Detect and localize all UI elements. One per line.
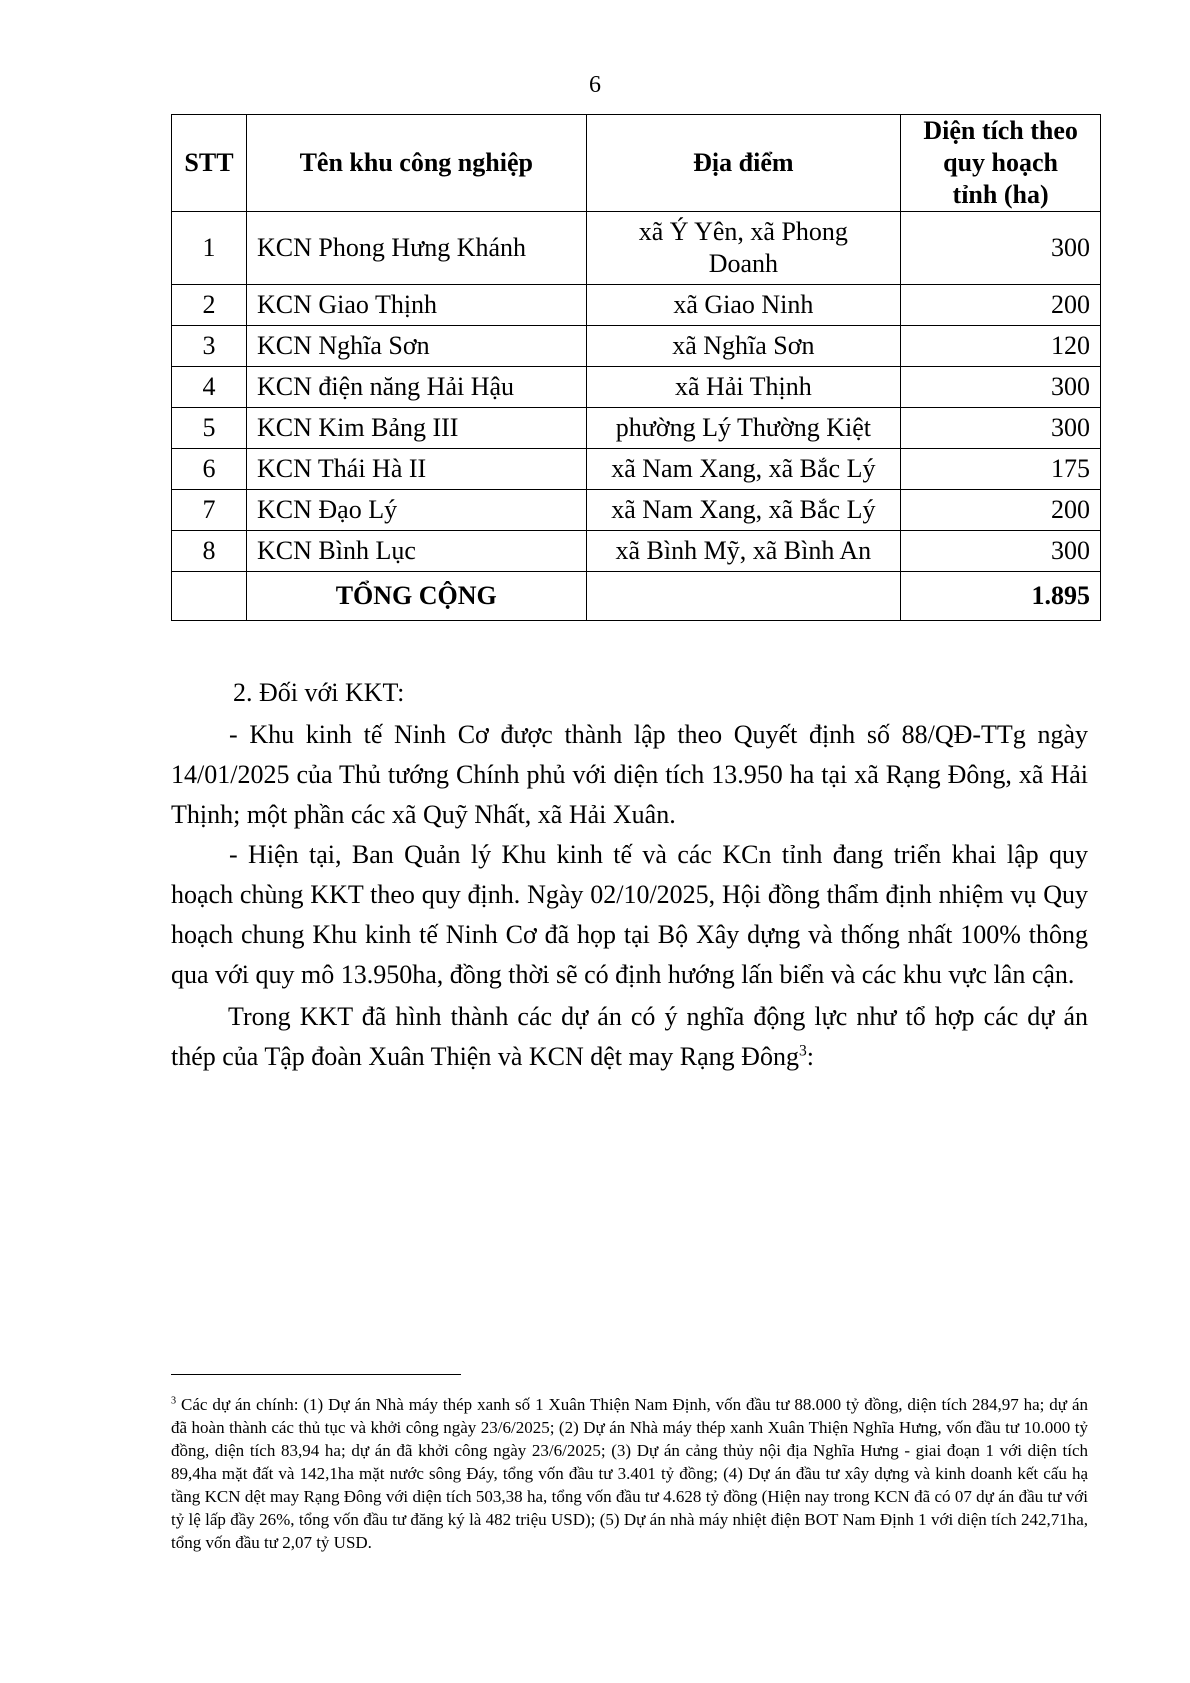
cell-stt: 5 bbox=[172, 408, 247, 449]
header-area-line1: Diện tích theo bbox=[923, 116, 1078, 145]
total-area: 1.895 bbox=[901, 572, 1101, 621]
cell-area: 175 bbox=[901, 449, 1101, 490]
footnote-text: Các dự án chính: (1) Dự án Nhà máy thép xanh số 1 Xuân Thiện Nam Định, vốn đầu tư 88.000 tỷ đồng, diện tích 284,97 ha; dự án đã hoàn thành các thủ tục và khởi công ngày 23/6/2025; (2) Dự án Nhà máy thép xanh Xuân Thiện Nghĩa Hưng, vốn đầu tư 10.000 tỷ đồng, diện tích 83,94 ha; dự án đã khởi công ngày 23/6/2025; (3) Dự án cảng thủy nội địa Nghĩa Hưng - giai đoạn 1 với diện tích 89,4ha mặt đất và 142,1ha mặt nước sông Đáy, tổng vốn đầu tư 3.401 tỷ đồng; (4) Dự án đầu tư xây dựng và kinh doanh kết cấu hạ tầng KCN dệt may Rạng Đông với diện tích 503,38 ha, tổng vốn đầu tư 4.628 tỷ đồng (Hiện nay trong KCN đã có 07 dự án đầu tư với tỷ lệ lấp đầy 26%, tổng vốn đầu tư đăng ký là 482 triệu USD); (5) Dự án nhà máy nhiệt điện BOT Nam Định 1 với diện tích 242,71ha, tổng vốn đầu tư 2,07 tỷ USD. bbox=[171, 1395, 1088, 1552]
cell-area: 300 bbox=[901, 212, 1101, 285]
header-area bbox=[901, 115, 1101, 212]
total-empty-cell bbox=[172, 572, 247, 621]
footnote-marker: 3 bbox=[171, 1395, 177, 1407]
table-row bbox=[172, 531, 1101, 572]
page-number: 6 bbox=[589, 72, 601, 98]
cell-location: xã Nghĩa Sơn bbox=[586, 326, 901, 367]
cell-location: xã Hải Thịnh bbox=[586, 367, 901, 408]
section-heading: 2. Đối với KKT: bbox=[233, 678, 405, 707]
cell-stt: 6 bbox=[172, 449, 247, 490]
cell-name: KCN Kim Bảng III bbox=[246, 408, 586, 449]
header-area-line3: tỉnh (ha) bbox=[952, 180, 1049, 209]
cell-stt: 2 bbox=[172, 285, 247, 326]
total-label: TỔNG CỘNG bbox=[246, 572, 586, 621]
footnote-reference[interactable]: 3 bbox=[798, 1042, 807, 1060]
table-row bbox=[172, 367, 1101, 408]
cell-name: KCN Thái Hà II bbox=[246, 449, 586, 490]
cell-stt: 7 bbox=[172, 490, 247, 531]
table-row bbox=[172, 408, 1101, 449]
paragraph-key-projects bbox=[171, 997, 1088, 1077]
cell-location: xã Bình Mỹ, xã Bình An bbox=[586, 531, 901, 572]
industrial-zone-table bbox=[171, 114, 1101, 621]
cell-location: xã Nam Xang, xã Bắc Lý bbox=[586, 490, 901, 531]
cell-area: 200 bbox=[901, 490, 1101, 531]
paragraph-ninh-co-establishment: - Khu kinh tế Ninh Cơ được thành lập theo Quyết định số 88/QĐ-TTg ngày 14/01/2025 của Thủ tướng Chính phủ với diện tích 13.950 ha tại xã Rạng Đông, xã Hải Thịnh; một phần các xã Quỹ Nhất, xã Hải Xuân. bbox=[171, 720, 1088, 829]
cell-area: 300 bbox=[901, 531, 1101, 572]
total-empty-cell bbox=[586, 572, 901, 621]
cell-stt: 4 bbox=[172, 367, 247, 408]
header-area-line2: quy hoạch bbox=[943, 148, 1059, 177]
table-row bbox=[172, 212, 1101, 285]
cell-area: 120 bbox=[901, 326, 1101, 367]
table-row bbox=[172, 449, 1101, 490]
cell-location-line2: Doanh bbox=[708, 249, 779, 278]
cell-area: 300 bbox=[901, 367, 1101, 408]
table-row bbox=[172, 285, 1101, 326]
cell-stt: 1 bbox=[172, 212, 247, 285]
header-location: Địa điểm bbox=[586, 115, 901, 212]
cell-stt: 3 bbox=[172, 326, 247, 367]
paragraph-key-projects-text: Trong KKT đã hình thành các dự án có ý nghĩa động lực như tổ hợp các dự án thép của Tập đoàn Xuân Thiện và KCN dệt may Rạng Đông bbox=[171, 1002, 1088, 1071]
cell-name: KCN Bình Lục bbox=[246, 531, 586, 572]
table-header-row bbox=[172, 115, 1101, 212]
cell-location: phường Lý Thường Kiệt bbox=[586, 408, 901, 449]
paragraph-planning-status: - Hiện tại, Ban Quản lý Khu kinh tế và các KCn tỉnh đang triển khai lập quy hoạch chùng KKT theo quy định. Ngày 02/10/2025, Hội đồng thẩm định nhiệm vụ Quy hoạch chung Khu kinh tế Ninh Cơ đã họp tại Bộ Xây dựng và thống nhất 100% thông qua với quy mô 13.950ha, đồng thời sẽ có định hướng lấn biển và các khu vực lân cận. bbox=[171, 840, 1088, 989]
cell-name: KCN Nghĩa Sơn bbox=[246, 326, 586, 367]
header-stt: STT bbox=[172, 115, 247, 212]
cell-name: KCN Phong Hưng Khánh bbox=[246, 212, 586, 285]
cell-location: xã Giao Ninh bbox=[586, 285, 901, 326]
cell-name: KCN Đạo Lý bbox=[246, 490, 586, 531]
table-row bbox=[172, 326, 1101, 367]
cell-stt: 8 bbox=[172, 531, 247, 572]
table-total-row bbox=[172, 572, 1101, 621]
body-text bbox=[171, 673, 1088, 1077]
paragraph-key-projects-end: : bbox=[806, 1042, 814, 1071]
footnote bbox=[171, 1393, 1088, 1554]
cell-location-line1: xã Ý Yên, xã Phong bbox=[638, 217, 848, 246]
cell-area: 300 bbox=[901, 408, 1101, 449]
table-row bbox=[172, 490, 1101, 531]
footnote-divider bbox=[171, 1374, 461, 1375]
cell-name: KCN Giao Thịnh bbox=[246, 285, 586, 326]
cell-location bbox=[586, 212, 901, 285]
cell-name: KCN điện năng Hải Hậu bbox=[246, 367, 586, 408]
cell-location: xã Nam Xang, xã Bắc Lý bbox=[586, 449, 901, 490]
header-name: Tên khu công nghiệp bbox=[246, 115, 586, 212]
cell-area: 200 bbox=[901, 285, 1101, 326]
